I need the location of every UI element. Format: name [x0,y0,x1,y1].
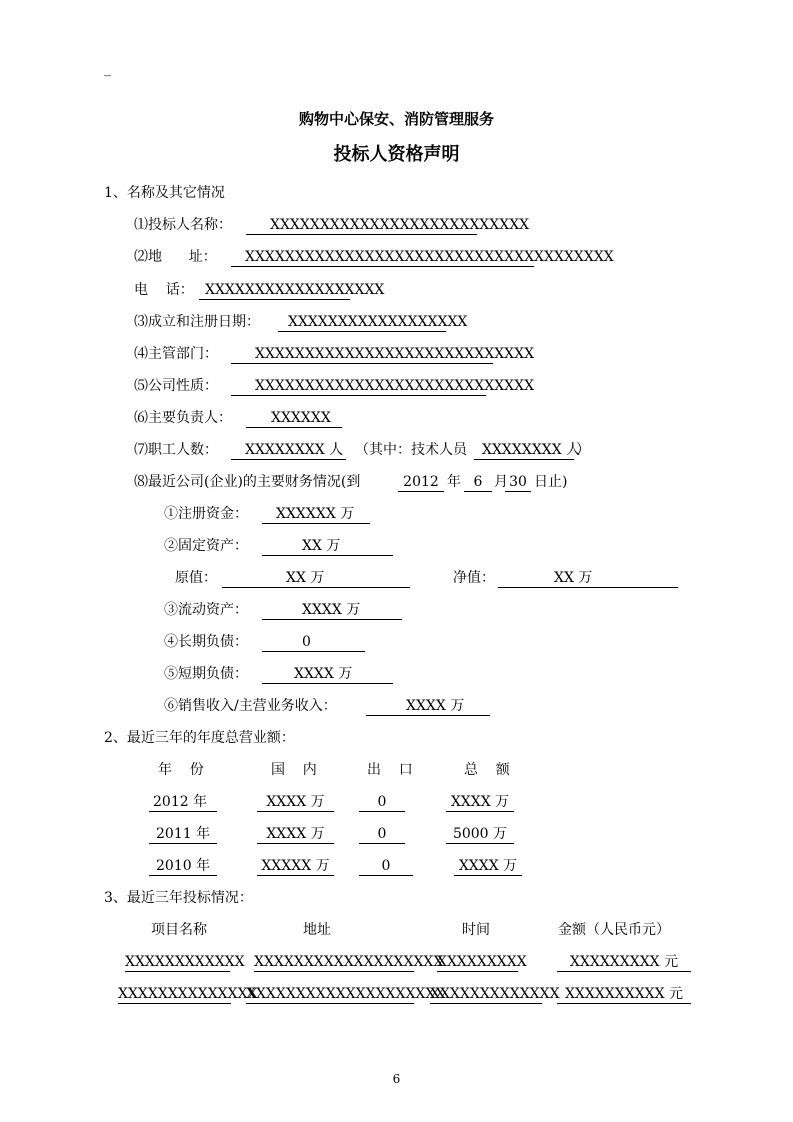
bids-row-address: XXXXXXXXXXXXXXXXXXX [254,954,444,970]
bidder-name-label: ⑴投标人名称： [134,217,232,233]
turnover-header-total: 总 额 [464,762,510,778]
current-assets-label: ③流动资产： [164,602,248,618]
turnover-row-year: 2010 年 [149,857,217,876]
bids-row-project: XXXXXXXXXXXX [125,954,245,970]
turnover-row-year: 2012 年 [149,793,217,812]
bids-row-address: XXXXXXXXXXXXXXXXXXXX [246,986,446,1002]
turnover-header-domestic: 国 内 [271,762,317,778]
turnover-row-domestic: XXXXX 万 [257,857,334,876]
current-assets-value: XXXX 万 [262,601,402,620]
address-label: ⑵地 址： [134,249,217,265]
financial-year: 2012 [398,473,444,492]
financial-month: 6 [464,473,492,492]
turnover-row-export: 0 [359,857,413,876]
bids-header-project: 项目名称 [151,922,207,938]
company-nature-value: XXXXXXXXXXXXXXXXXXXXXXXXXXXX [231,377,486,396]
turnover-row-export: 0 [359,825,405,844]
financial-suffix: 日止) [534,474,568,490]
turnover-row-domestic: XXXX 万 [257,825,334,844]
authority-value: XXXXXXXXXXXXXXXXXXXXXXXXXXXX [231,345,493,364]
registration-date-label: ⑶成立和注册日期： [134,314,260,330]
registered-capital-label: ①注册资金： [164,506,248,522]
company-nature-label: ⑸公司性质： [134,378,218,394]
section1-heading: 1、名称及其它情况 [104,185,225,201]
original-value-label: 原值： [175,570,217,586]
section2-heading: 2、最近三年的年度总营业额： [104,730,295,746]
original-value: XX 万 [222,569,410,588]
bidder-name-value: XXXXXXXXXXXXXXXXXXXXXXXXXX [246,216,477,235]
bids-row-amount: XXXXXXXXX 元 [557,953,691,972]
document-subtitle: 投标人资格声明 [333,144,460,165]
turnover-row-total: 5000 万 [446,825,514,844]
bids-header-amount: 金额（人民币元） [558,922,670,938]
phone-label: 电 话： [134,282,194,298]
turnover-header-export: 出 口 [367,762,413,778]
staff-close-paren: ） [576,442,590,458]
turnover-header-year: 年 份 [158,762,204,778]
bids-header-address: 地址 [303,922,331,938]
financial-year-unit: 年 [447,474,461,490]
staff-count-label: ⑺职工人数： [134,442,218,458]
document-title: 购物中心保安、消防管理服务 [298,110,494,128]
short-term-debt-label: ⑤短期负债： [164,666,248,682]
principal-value: XXXXXX [246,409,342,428]
authority-label: ⑷主管部门： [134,346,218,362]
bids-row-amount: XXXXXXXXXX 元 [557,985,691,1004]
principal-label: ⑹主要负责人： [134,410,232,426]
sales-income-label: ⑥销售收入/主营业务收入： [164,698,337,714]
registration-date-value: XXXXXXXXXXXXXXXXXX [278,313,446,332]
sales-income-value: XXXX 万 [366,697,490,716]
page-number: 6 [392,1072,401,1086]
bids-row-time: XXXXXXXXXXXXX [430,986,560,1002]
fixed-assets-label: ②固定资产： [164,538,248,554]
section3-heading: 3、最近三年投标情况： [104,890,253,906]
turnover-row-domestic: XXXX 万 [257,793,334,812]
financial-day: 30 [505,473,531,492]
turnover-row-total: XXXX 万 [446,793,514,812]
short-term-debt-value: XXXX 万 [262,665,393,684]
turnover-row-total: XXXX 万 [454,857,522,876]
bids-header-time: 时间 [462,922,490,938]
registered-capital-value: XXXXXX 万 [262,505,370,524]
fixed-assets-value: XX 万 [262,537,393,556]
net-value-label: 净值： [453,570,495,586]
phone-value: XXXXXXXXXXXXXXXXXX [199,281,350,300]
technical-staff-value: XXXXXXXX 人 [474,441,574,460]
net-value: XX 万 [498,569,678,588]
financial-month-unit: 月 [494,474,508,490]
staff-count-value: XXXXXXXX 人 [231,441,346,460]
turnover-row-year: 2011 年 [149,825,217,844]
address-value: XXXXXXXXXXXXXXXXXXXXXXXXXXXXXXXXXXXXX [231,248,534,267]
long-term-debt-value: 0 [262,633,365,652]
financial-intro: ⑻最近公司(企业)的主要财务情况(到 [134,474,361,490]
bids-row-project: XXXXXXXXXXXXXX [118,986,258,1002]
turnover-row-export: 0 [359,793,405,812]
staff-technical-label: （其中：技术人员 [355,442,467,458]
long-term-debt-label: ④长期负债： [164,634,248,650]
header-mark: _ [104,61,111,77]
bids-row-time: XXXXXXXXX [437,954,527,970]
